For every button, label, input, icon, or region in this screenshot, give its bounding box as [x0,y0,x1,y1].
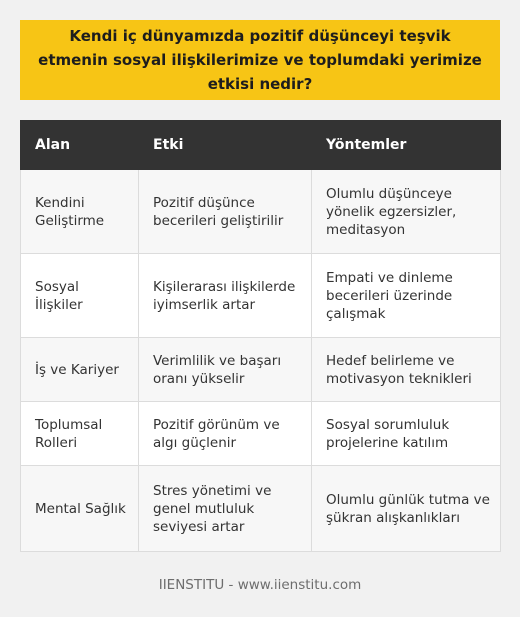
table-cell: Kendini Geliştirme [21,170,139,254]
table-header-row [21,121,501,170]
table-cell: Pozitif görünüm ve algı güçlenir [139,402,312,466]
table-cell: Verimlilik ve başarı oranı yükselir [139,338,312,402]
table-cell: İş ve Kariyer [21,338,139,402]
table-cell: Sosyal İlişkiler [21,254,139,338]
column-header: Alan [21,121,139,170]
table-cell: Toplumsal Rolleri [21,402,139,466]
footer-text: IIENSTITU - www.iienstitu.com [158,577,362,593]
table-cell: Olumlu günlük tutma ve şükran alışkanlıkları [312,466,501,552]
page-title: Kendi iç dünyamızda pozitif düşünceyi teşvik etmenin sosyal ilişkilerimize ve toplumdaki yerimize etkisi nedir? [38,27,482,93]
table-row [21,254,501,338]
column-header: Yöntemler [312,121,501,170]
table-cell: Kişilerarası ilişkilerde iyimserlik artar [139,254,312,338]
table-cell: Olumlu düşünceye yönelik egzersizler, meditasyon [312,170,501,254]
table-row [21,170,501,254]
table-row [21,466,501,552]
info-table [20,120,501,552]
table-cell: Stres yönetimi ve genel mutluluk seviyesi artar [139,466,312,552]
title-banner [20,20,500,100]
table-row [21,402,501,466]
column-header: Etki [139,121,312,170]
table-cell: Sosyal sorumluluk projelerine katılım [312,402,501,466]
table-row [21,338,501,402]
table-cell: Hedef belirleme ve motivasyon teknikleri [312,338,501,402]
table-cell: Pozitif düşünce becerileri geliştirilir [139,170,312,254]
table-cell: Mental Sağlık [21,466,139,552]
table-cell: Empati ve dinleme becerileri üzerinde çalışmak [312,254,501,338]
